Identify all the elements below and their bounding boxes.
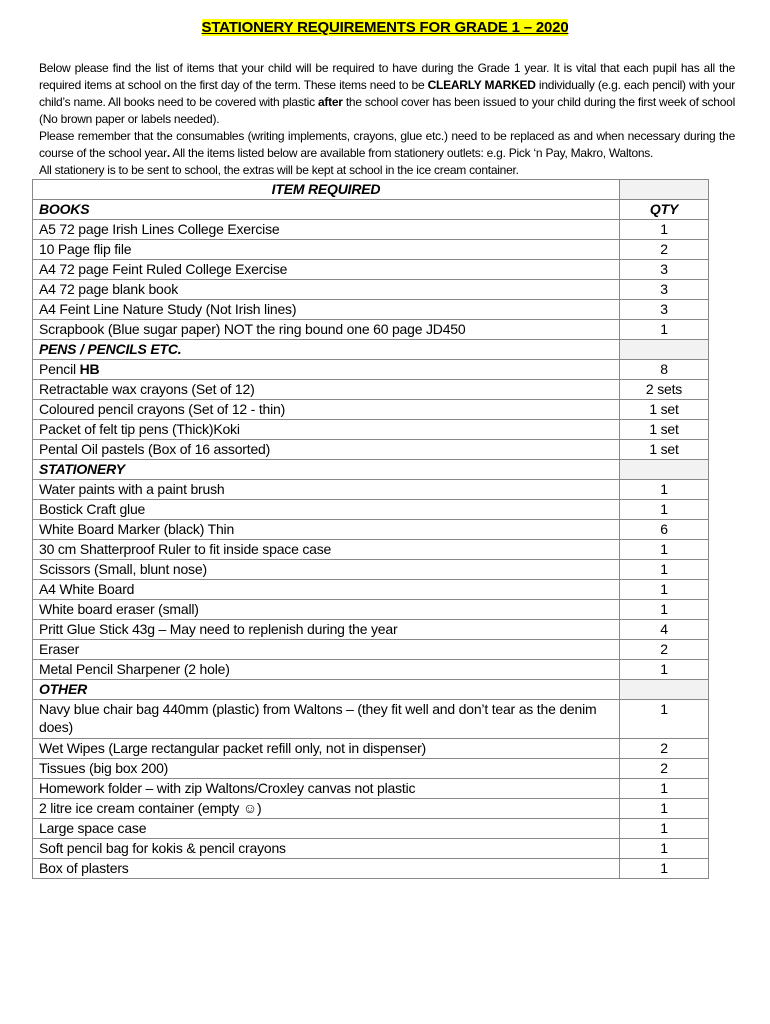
qty-header-empty xyxy=(620,180,709,200)
requirements-table-body xyxy=(33,180,709,879)
item-name xyxy=(33,500,620,520)
item-name xyxy=(33,440,620,460)
item-required-header: ITEM REQUIRED xyxy=(33,180,620,200)
item-qty: 1 xyxy=(620,320,709,340)
item-qty: 6 xyxy=(620,520,709,540)
item-qty: 1 xyxy=(620,700,709,739)
table-row xyxy=(33,700,709,739)
table-row xyxy=(33,819,709,839)
item-name xyxy=(33,360,620,380)
page-title: STATIONERY REQUIREMENTS FOR GRADE 1 – 2020 xyxy=(201,19,569,36)
item-qty: 1 xyxy=(620,660,709,680)
item-name xyxy=(33,260,620,280)
item-name-text: Eraser xyxy=(39,641,80,657)
qty-header: QTY xyxy=(620,200,709,220)
item-name-text: A4 72 page blank book xyxy=(39,281,179,297)
table-row xyxy=(33,779,709,799)
item-name-text: Packet of felt tip pens (Thick)Koki xyxy=(39,421,240,437)
item-name xyxy=(33,799,620,819)
item-name-bold: HB xyxy=(79,361,100,377)
page-title-wrap xyxy=(0,19,770,37)
item-name xyxy=(33,700,620,739)
item-name xyxy=(33,779,620,799)
intro-paragraph-3: All stationery is to be sent to school, the extras will be kept at school in the ice cream container. xyxy=(39,163,519,177)
table-row xyxy=(33,420,709,440)
table-row xyxy=(33,799,709,819)
item-name xyxy=(33,600,620,620)
item-name xyxy=(33,240,620,260)
table-row xyxy=(33,859,709,879)
table-row xyxy=(33,280,709,300)
item-name-text: Pritt Glue Stick 43g – May need to replenish during the year xyxy=(39,621,398,637)
item-name xyxy=(33,739,620,759)
item-name-text: 30 cm Shatterproof Ruler to fit inside space case xyxy=(39,541,332,557)
item-name xyxy=(33,839,620,859)
item-name xyxy=(33,620,620,640)
item-name xyxy=(33,380,620,400)
item-name-text: 10 Page flip file xyxy=(39,241,132,257)
item-name xyxy=(33,859,620,879)
item-qty: 8 xyxy=(620,360,709,380)
item-qty: 1 xyxy=(620,859,709,879)
section-qty-empty xyxy=(620,680,709,700)
item-name-text: 2 litre ice cream container (empty ☺) xyxy=(39,800,262,816)
table-row xyxy=(33,520,709,540)
item-name-text: White Board Marker (black) Thin xyxy=(39,521,235,537)
item-name xyxy=(33,580,620,600)
table-row xyxy=(33,480,709,500)
item-name-text: A4 White Board xyxy=(39,581,135,597)
item-qty: 3 xyxy=(620,260,709,280)
item-qty: 2 xyxy=(620,739,709,759)
item-qty: 2 xyxy=(620,759,709,779)
item-name-text: Pental Oil pastels (Box of 16 assorted) xyxy=(39,441,271,457)
section-qty-empty xyxy=(620,460,709,480)
intro-text xyxy=(39,60,735,179)
table-row xyxy=(33,360,709,380)
table-row xyxy=(33,300,709,320)
item-name xyxy=(33,300,620,320)
intro-text-part: the school cover has been issued to your child during the first week of school (No brown paper or labels needed). xyxy=(39,95,735,126)
item-qty: 1 set xyxy=(620,400,709,420)
table-row xyxy=(33,600,709,620)
item-name-text: Homework folder – with zip Waltons/Croxley canvas not plastic xyxy=(39,780,416,796)
item-name xyxy=(33,819,620,839)
table-row xyxy=(33,620,709,640)
item-name xyxy=(33,420,620,440)
item-qty: 1 xyxy=(620,220,709,240)
item-qty: 3 xyxy=(620,300,709,320)
item-qty: 1 set xyxy=(620,420,709,440)
item-qty: 4 xyxy=(620,620,709,640)
table-row xyxy=(33,320,709,340)
table-row xyxy=(33,440,709,460)
section-row xyxy=(33,200,709,220)
table-row xyxy=(33,640,709,660)
item-name-text: White board eraser (small) xyxy=(39,601,199,617)
section-name: OTHER xyxy=(33,680,620,700)
item-name-text: Large space case xyxy=(39,820,147,836)
item-name-text: Retractable wax crayons (Set of 12) xyxy=(39,381,255,397)
table-row xyxy=(33,839,709,859)
item-qty: 1 xyxy=(620,580,709,600)
item-name xyxy=(33,640,620,660)
item-name-text: Tissues (big box 200) xyxy=(39,760,169,776)
table-row xyxy=(33,400,709,420)
item-name xyxy=(33,400,620,420)
section-row xyxy=(33,340,709,360)
table-row xyxy=(33,739,709,759)
requirements-table xyxy=(32,179,709,879)
table-row xyxy=(33,580,709,600)
section-row xyxy=(33,680,709,700)
table-row xyxy=(33,500,709,520)
item-qty: 1 xyxy=(620,500,709,520)
intro-text-part: Below please find the list of items that your child will be required to have during the Grade 1 year. It is vital that each pupil has all the required items at school on the first day of the term. These items need to be xyxy=(39,61,735,92)
item-name-text: Box of plasters xyxy=(39,860,129,876)
section-name: STATIONERY xyxy=(33,460,620,480)
item-name xyxy=(33,280,620,300)
intro-bold-clearly-marked: CLEARLY MARKED xyxy=(427,78,536,92)
table-header-row xyxy=(33,180,709,200)
item-qty: 1 xyxy=(620,819,709,839)
item-qty: 3 xyxy=(620,280,709,300)
item-name-text: Pencil xyxy=(39,361,80,377)
section-name: PENS / PENCILS ETC. xyxy=(33,340,620,360)
intro-bold-after: after xyxy=(317,95,343,109)
item-qty: 2 xyxy=(620,640,709,660)
item-qty: 1 xyxy=(620,480,709,500)
item-name-text: A4 72 page Feint Ruled College Exercise xyxy=(39,261,288,277)
item-name xyxy=(33,660,620,680)
item-qty: 2 sets xyxy=(620,380,709,400)
table-row xyxy=(33,560,709,580)
intro-bold-period: . xyxy=(166,146,170,160)
table-row xyxy=(33,759,709,779)
item-name-text: Scissors (Small, blunt nose) xyxy=(39,561,207,577)
table-row xyxy=(33,380,709,400)
section-qty-empty xyxy=(620,340,709,360)
table-row xyxy=(33,220,709,240)
item-name-text: A5 72 page Irish Lines College Exercise xyxy=(39,221,280,237)
item-qty: 1 xyxy=(620,600,709,620)
table-row xyxy=(33,260,709,280)
table-row xyxy=(33,240,709,260)
item-name xyxy=(33,560,620,580)
item-name-text: A4 Feint Line Nature Study (Not Irish lines) xyxy=(39,301,297,317)
item-name-text: Soft pencil bag for kokis & pencil crayons xyxy=(39,840,286,856)
intro-text-part: All the items listed below are available from stationery outlets: e.g. Pick ‘n Pay, Makro, Waltons. xyxy=(169,146,654,160)
item-qty: 1 xyxy=(620,540,709,560)
intro-text-part: Please remember that the consumables (writing implements, crayons, glue etc.) need to be replaced as and when necessary during the course of the school year xyxy=(39,129,735,160)
item-qty: 1 xyxy=(620,799,709,819)
item-name-text: Metal Pencil Sharpener (2 hole) xyxy=(39,661,230,677)
intro-paragraph-1 xyxy=(39,60,735,128)
item-name xyxy=(33,480,620,500)
item-name xyxy=(33,320,620,340)
item-name-text: Coloured pencil crayons (Set of 12 - thin) xyxy=(39,401,286,417)
item-qty: 2 xyxy=(620,240,709,260)
item-name-text: Wet Wipes (Large rectangular packet refill only, not in dispenser) xyxy=(39,740,427,756)
table-row xyxy=(33,540,709,560)
item-name xyxy=(33,520,620,540)
item-name xyxy=(33,220,620,240)
item-name-text: Scrapbook (Blue sugar paper) NOT the ring bound one 60 page JD450 xyxy=(39,321,466,337)
table-row xyxy=(33,660,709,680)
item-name xyxy=(33,540,620,560)
item-qty: 1 xyxy=(620,560,709,580)
item-name xyxy=(33,759,620,779)
intro-text-part: individually (e.g. each pencil) with your child’s name. All books need to be covered with plastic xyxy=(39,78,735,109)
item-qty: 1 xyxy=(620,839,709,859)
intro-paragraph-2 xyxy=(39,128,735,162)
section-name: BOOKS xyxy=(33,200,620,220)
item-name-text: Bostick Craft glue xyxy=(39,501,146,517)
section-row xyxy=(33,460,709,480)
item-name-text: Navy blue chair bag 440mm (plastic) from Waltons – (they fit well and don’t tear as the denim does) xyxy=(39,701,597,735)
item-qty: 1 set xyxy=(620,440,709,460)
item-qty: 1 xyxy=(620,779,709,799)
item-name-text: Water paints with a paint brush xyxy=(39,481,225,497)
